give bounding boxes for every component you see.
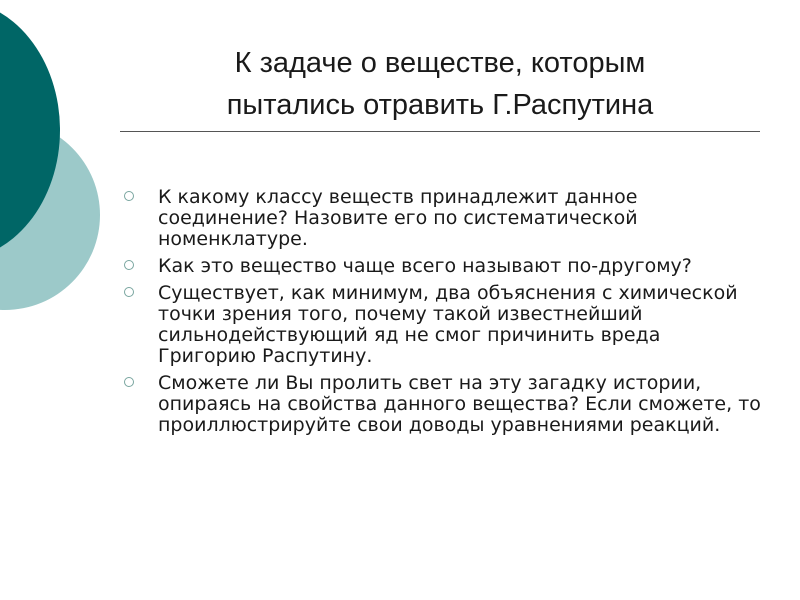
bullet-text: К какому классу веществ принадлежит данное соединение? Назовите его по систематической номенклатуре. <box>158 186 638 250</box>
bullet-item <box>122 373 762 436</box>
bullet-circle-icon <box>124 287 134 297</box>
bullet-circle-icon <box>124 191 134 201</box>
slide-title-line-2: пытались отравить Г.Распутина <box>226 89 654 121</box>
slide-title-line-1: К задаче о веществе, которым <box>234 47 646 79</box>
bullet-circle-icon <box>124 377 134 387</box>
bullet-list <box>122 187 762 442</box>
bullet-circle-icon <box>124 260 134 270</box>
bullet-item <box>122 187 762 250</box>
bullet-text: Сможете ли Вы пролить свет на эту загадку истории, опираясь на свойства данного вещества? Если сможете, то проиллюстрируйте свои доводы уравнениями реакций. <box>158 372 761 436</box>
bullet-item <box>122 283 762 367</box>
slide-title <box>120 42 760 126</box>
bullet-text: Как это вещество чаще всего называют по-другому? <box>158 255 692 277</box>
bullet-text: Существует, как минимум, два объяснения с химической точки зрения того, почему такой известнейший сильнодействующий яд не смог причинить вреда Григорию Распутину. <box>158 282 738 367</box>
bullet-item <box>122 256 762 277</box>
title-divider <box>120 131 760 132</box>
